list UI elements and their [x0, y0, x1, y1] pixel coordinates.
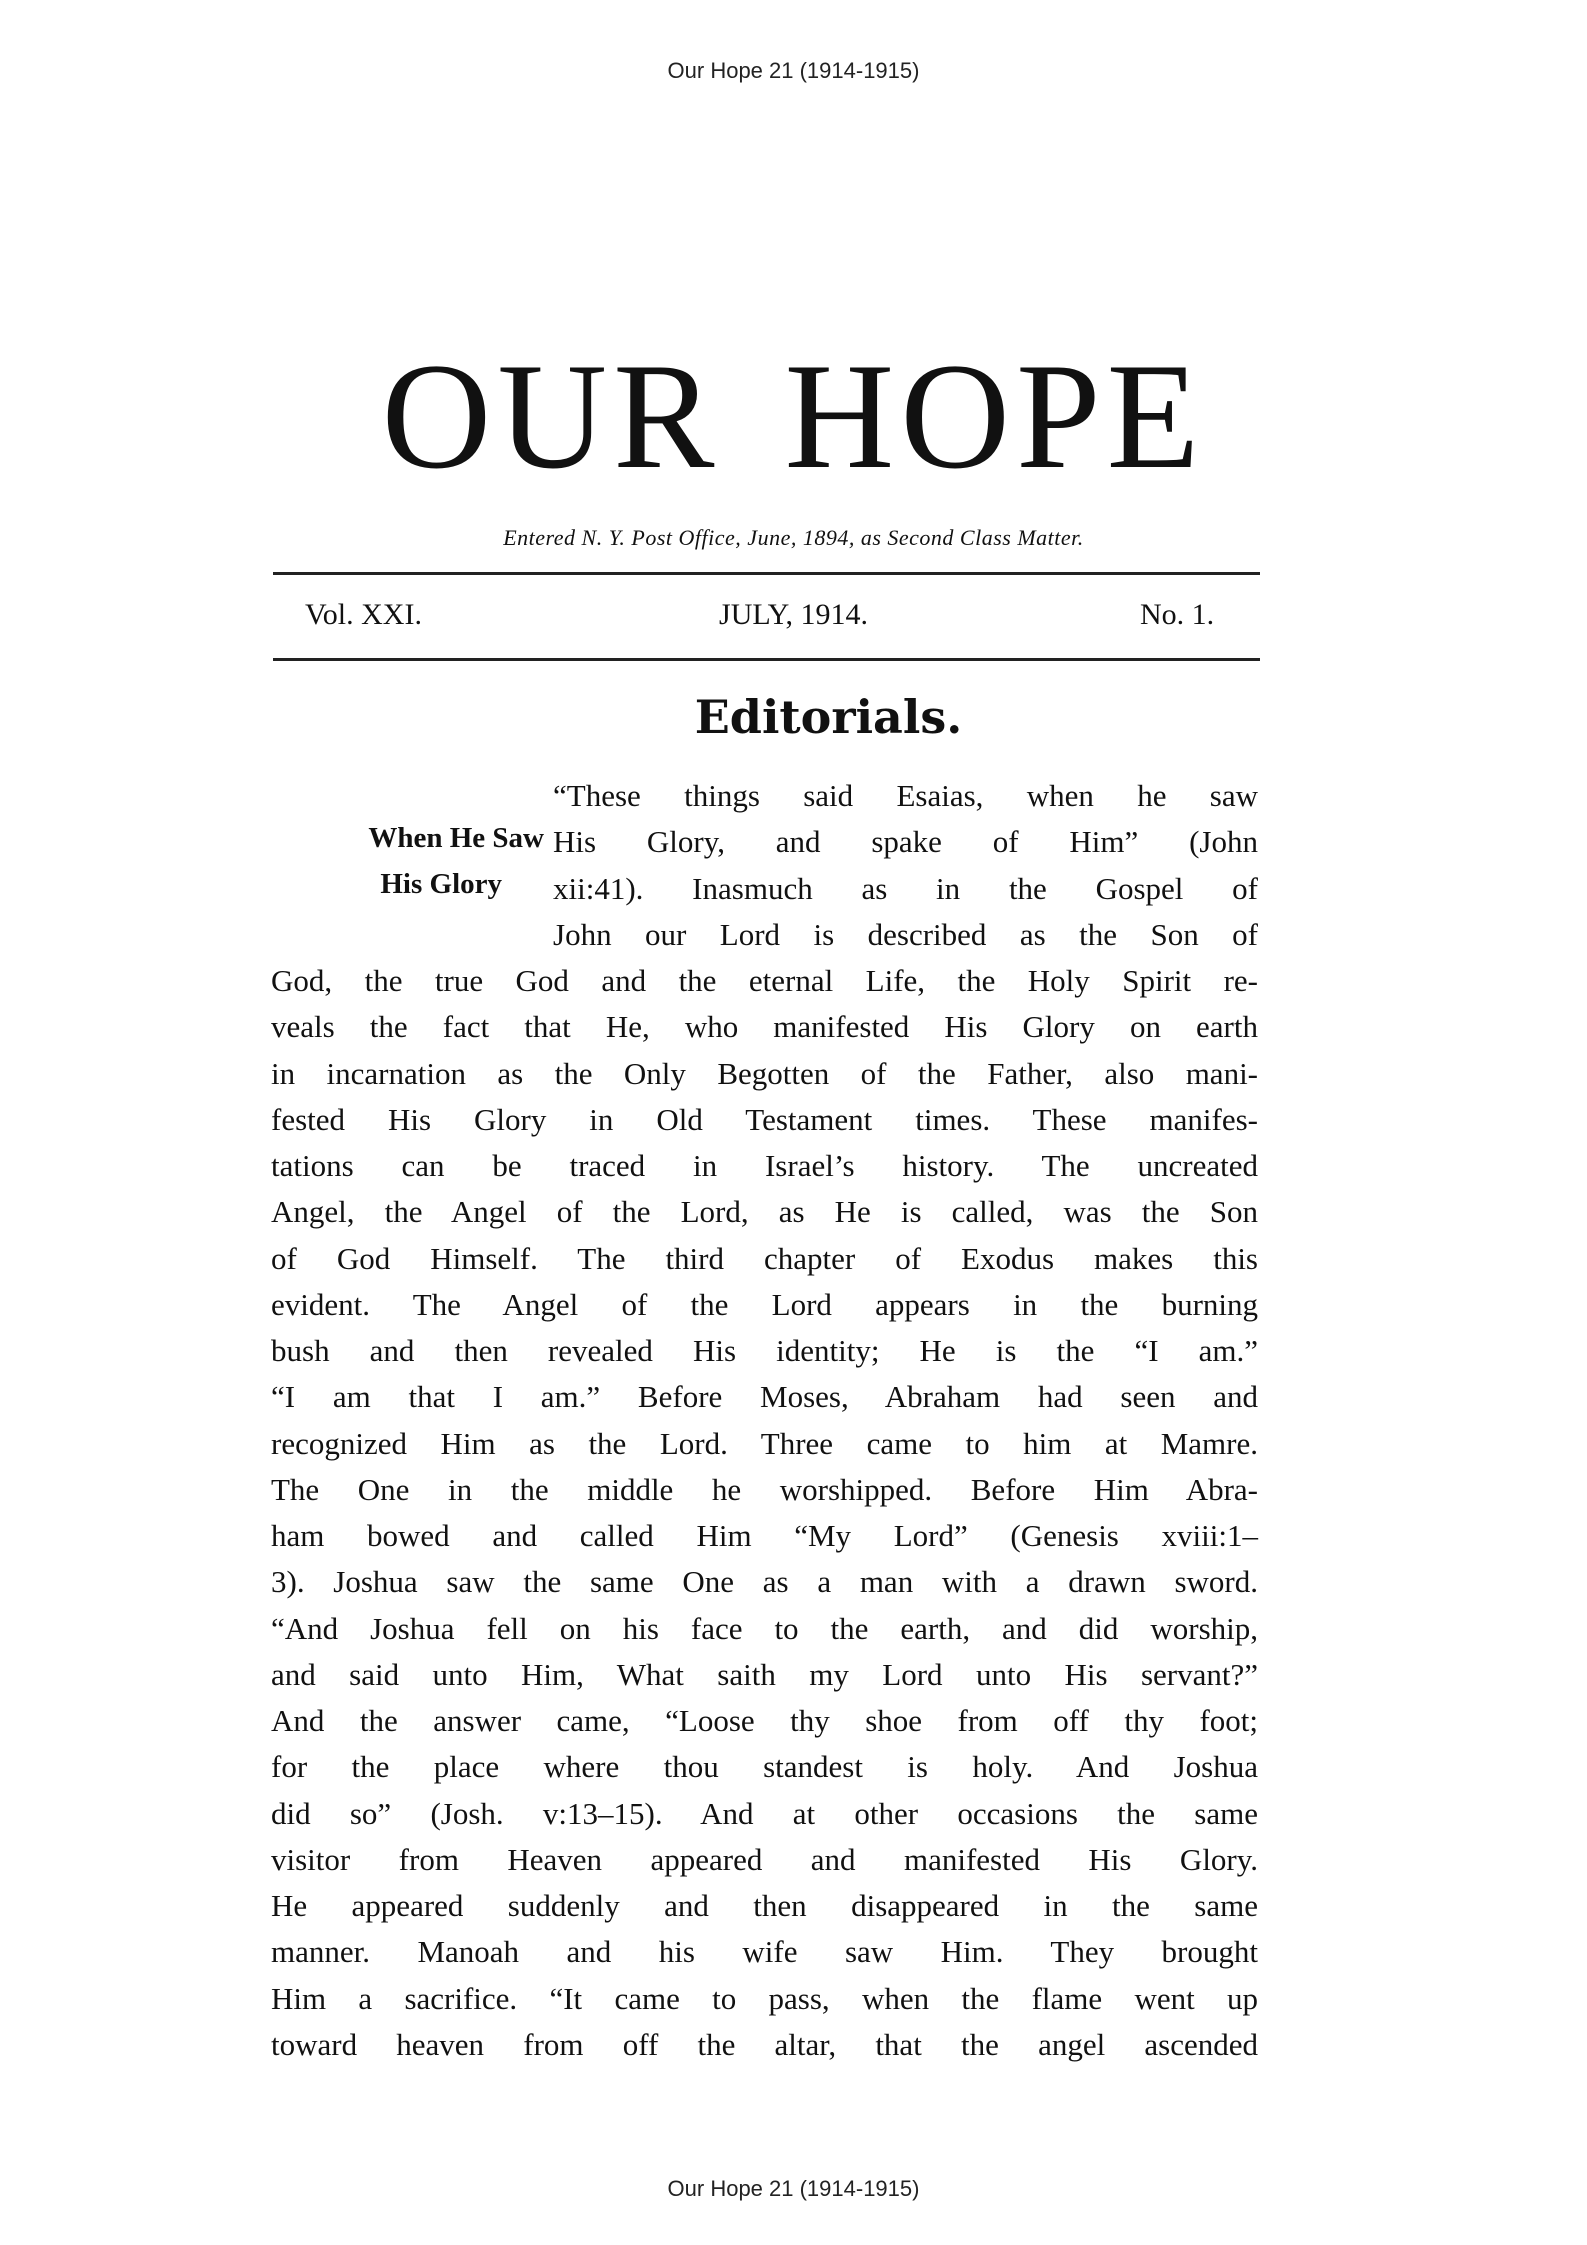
text-line: He appeared suddenly and then disappeared in the same [271, 1888, 1258, 1923]
text-line: Angel, the Angel of the Lord, as He is called, was the Son [271, 1194, 1258, 1230]
issue-number: No. 1. [1140, 598, 1215, 631]
text-line: ham bowed and called Him “My Lord” (Genesis xviii:1– [271, 1518, 1258, 1553]
text-line: xii:41). Inasmuch as in the Gospel of [553, 870, 1258, 906]
side-heading-line1: When He Saw [368, 822, 544, 854]
issue-date: JULY, 1914. [719, 598, 868, 631]
side-heading-line2: His Glory [380, 868, 502, 900]
text-line: 3). Joshua saw the same One as a man with a drawn sword. [271, 1564, 1258, 1600]
postal-notice: Entered N. Y. Post Office, June, 1894, as Second Class Matter. [503, 525, 1084, 550]
text-line: visitor from Heaven appeared and manifested His Glory. [271, 1841, 1258, 1877]
section-title: Editorials. [694, 690, 963, 744]
text-line: tations can be traced in Israel’s history. The uncreated [271, 1148, 1258, 1183]
text-line: in incarnation as the Only Begotten of the Father, also mani- [271, 1055, 1258, 1091]
text-line: His Glory, and spake of Him” (John [553, 824, 1258, 860]
magazine-title: OUR HOPE [381, 332, 1206, 500]
text-line: John our Lord is described as the Son of [553, 916, 1258, 952]
text-line: fested His Glory in Old Testament times. These manifes- [271, 1101, 1258, 1137]
text-line: veals the fact that He, who manifested His Glory on earth [271, 1009, 1258, 1045]
running-footer: Our Hope 21 (1914-1915) [667, 2176, 920, 2201]
volume-label: Vol. XXI. [305, 598, 422, 631]
text-line: “These things said Esaias, when he saw [553, 778, 1258, 813]
text-line: and said unto Him, What saith my Lord unto His servant?” [271, 1656, 1258, 1692]
top-rule [273, 572, 1260, 575]
text-line: The One in the middle he worshipped. Before Him Abra- [271, 1471, 1258, 1507]
text-line: for the place where thou standest is holy. And Joshua [271, 1749, 1258, 1785]
bottom-rule [273, 658, 1260, 661]
text-line: Him a sacrifice. “It came to pass, when the flame went up [271, 1980, 1258, 2016]
text-line: did so” (Josh. v:13–15). And at other occasions the same [271, 1795, 1258, 1831]
text-line: “And Joshua fell on his face to the earth, and did worship, [271, 1610, 1258, 1646]
text-line: recognized Him as the Lord. Three came to him at Mamre. [271, 1425, 1258, 1461]
text-line: evident. The Angel of the Lord appears in the burning [271, 1286, 1258, 1322]
text-line: And the answer came, “Loose thy shoe from off thy foot; [271, 1703, 1258, 1738]
text-line: of God Himself. The third chapter of Exodus makes this [271, 1240, 1258, 1276]
text-line: God, the true God and the eternal Life, the Holy Spirit re- [271, 963, 1258, 998]
text-line: toward heaven from off the altar, that the angel ascended [271, 2026, 1258, 2062]
text-line: manner. Manoah and his wife saw Him. They brought [271, 1934, 1258, 1970]
text-line: “I am that I am.” Before Moses, Abraham had seen and [271, 1379, 1258, 1415]
text-line: bush and then revealed His identity; He is the “I am.” [271, 1333, 1258, 1368]
running-header: Our Hope 21 (1914-1915) [667, 58, 920, 83]
